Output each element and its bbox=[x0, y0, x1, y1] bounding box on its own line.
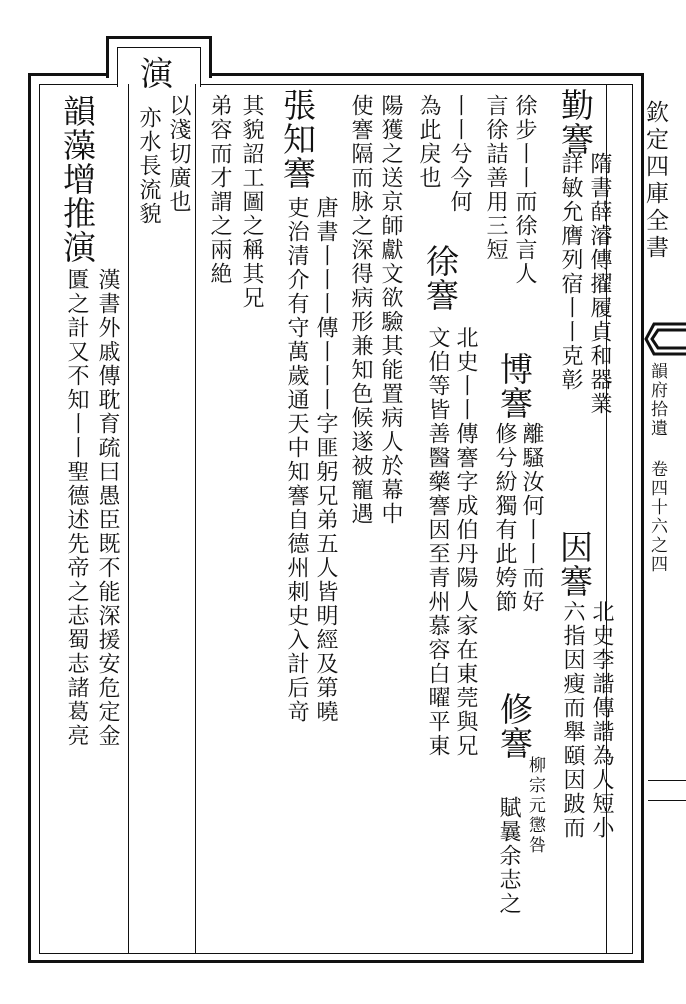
margin-tick bbox=[648, 800, 686, 801]
entry-source: 北史丨丨傳謇字成伯丹陽人家在東莞與兄 bbox=[453, 326, 478, 758]
entry-text: 漢書外戚傳耽育疏曰愚臣既不能深援安危定金 bbox=[95, 268, 120, 748]
book-title: 欽定四庫全書 bbox=[642, 100, 668, 262]
entry-text: 以淺切廣也 bbox=[166, 94, 191, 214]
margin-tick bbox=[648, 780, 686, 781]
entry-heading: 徐謇 bbox=[421, 244, 460, 312]
entry-text: 吏治清介有守萬歲通天中知謇自德州刺史入計后竒 bbox=[284, 196, 309, 724]
entry-text: 其貌詔工圖之稱其兄 bbox=[239, 94, 264, 310]
entry-source: 唐書丨丨丨傳丨丨丨字匪躬兄弟五人皆明經及第曉 bbox=[313, 196, 338, 724]
volume-label: 韻府拾遺 卷四十六之四 bbox=[647, 362, 667, 574]
entry-heading: 因謇 bbox=[555, 530, 594, 598]
entry-text: 陽獲之送京師獻文欲驗其能置病人於幕中 bbox=[378, 94, 403, 526]
entry-text: 賦曩余志之 bbox=[496, 796, 521, 916]
entry-text: 為此戾也 bbox=[416, 94, 441, 190]
entry-text: 修兮紛獨有此姱節 bbox=[492, 422, 517, 614]
entry-heading: 張知謇 bbox=[278, 88, 317, 190]
entry-heading: 博謇 bbox=[495, 352, 534, 420]
entry-text: 言徐詰善用三短 bbox=[483, 94, 508, 262]
column-divider bbox=[128, 84, 129, 954]
rhyme-label: 演 bbox=[135, 56, 174, 90]
entry-source: 柳宗元懲咎 bbox=[525, 756, 545, 856]
entry-source bbox=[585, 152, 613, 416]
entry-text: 徐步丨丨而徐言人 bbox=[512, 94, 537, 286]
entry-heading: 勤謇 bbox=[556, 88, 595, 156]
entry-text: 亦水長流貌 bbox=[136, 106, 161, 226]
entry-text: 六指因瘦而舉頤因跛而 bbox=[560, 600, 585, 840]
entry-text: 詳敏允膺列宿丨丨克彰 bbox=[558, 152, 583, 392]
entry-heading: 修謇 bbox=[495, 692, 534, 760]
entry-text: 匱之計又不知丨丨聖德述先帝之志蜀志諸葛亮 bbox=[64, 268, 89, 748]
entry-text: 文伯等皆善醫藥謇因至青州慕容白曜平東 bbox=[425, 326, 450, 758]
entry-source: 離騷汝何丨丨而好 bbox=[519, 422, 544, 614]
section-heading: 韻藻增推演 bbox=[58, 94, 97, 264]
entry-source: 北史李諧傳諧為人短小 bbox=[589, 600, 614, 840]
entry-text: 使謇隔而脉之深得病形兼知色候遂被寵遇 bbox=[348, 94, 373, 526]
entry-text: 弟容而才謂之兩絶 bbox=[207, 94, 232, 286]
entry-source-text: 隋書薛濬傳擢履貞和器業 bbox=[587, 152, 612, 416]
column-divider bbox=[195, 84, 196, 954]
entry-text: 丨丨兮今何 bbox=[447, 94, 472, 214]
fishtail-mark-icon bbox=[644, 322, 686, 356]
